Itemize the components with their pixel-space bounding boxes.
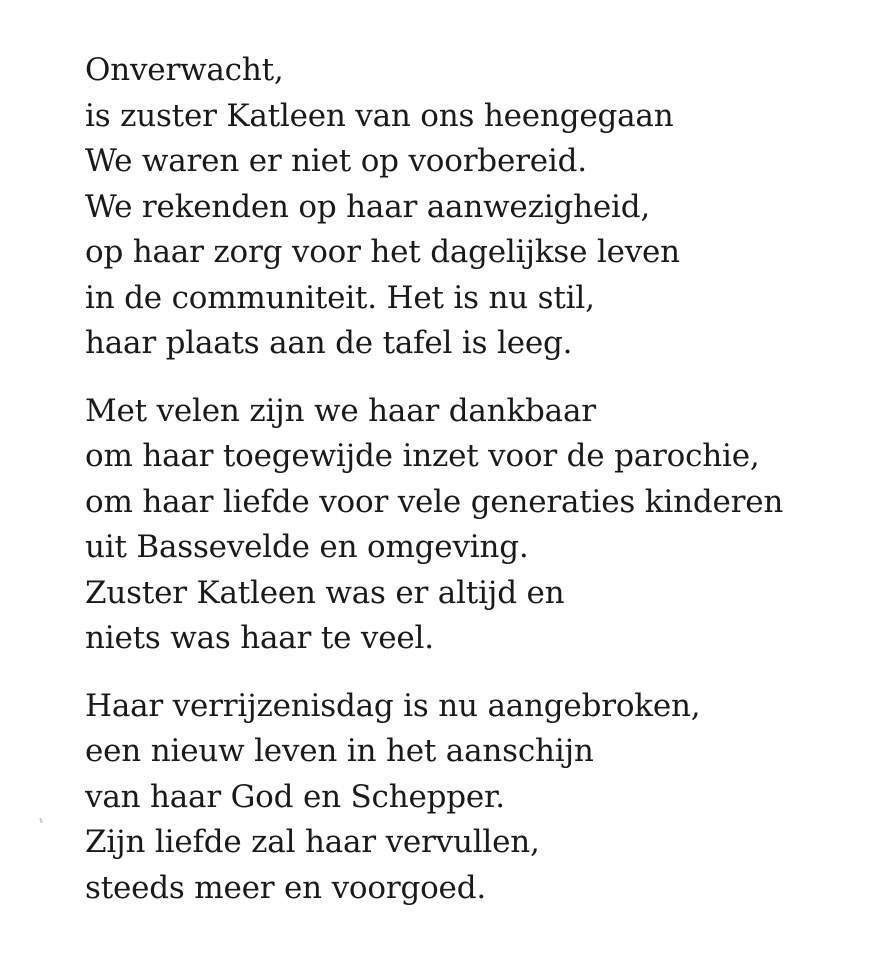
poem-line: om haar liefde voor vele generaties kinderen [85, 483, 784, 520]
poem-line: om haar toegewijde inzet voor de parochie, [85, 438, 760, 474]
poem-line: een nieuw leven in het aanschijn [85, 733, 594, 769]
stanza-1 [85, 48, 865, 367]
poem-line: Haar verrijzenisdag is nu aangebroken, [85, 687, 701, 724]
stanza-3 [85, 684, 865, 912]
poem-line: We rekenden op haar aanwezigheid, [85, 188, 650, 225]
poem-line: We waren er niet op voorbereid. [85, 143, 587, 179]
poem-line: steeds meer en voorgoed. [85, 869, 487, 906]
poem-line: in de communiteit. Het is nu stil, [85, 279, 595, 316]
poem-line: is zuster Katleen van ons heengegaan [85, 97, 674, 134]
scan-speck [39, 818, 43, 823]
poem [85, 48, 865, 911]
stanza-2 [85, 389, 865, 662]
poem-line: uit Bassevelde en omgeving. [85, 529, 529, 565]
poem-line: Met velen zijn we haar dankbaar [85, 392, 596, 429]
poem-line: niets was haar te veel. [85, 620, 434, 656]
poem-line: van haar God en Schepper. [85, 778, 505, 815]
poem-line: op haar zorg voor het dagelijkse leven [85, 234, 680, 270]
poem-line: Zijn liefde zal haar vervullen, [85, 824, 540, 860]
poem-line: haar plaats aan de tafel is leeg. [85, 325, 573, 361]
poem-line: Zuster Katleen was er altijd en [85, 574, 565, 611]
poem-line: Onverwacht, [85, 52, 284, 88]
